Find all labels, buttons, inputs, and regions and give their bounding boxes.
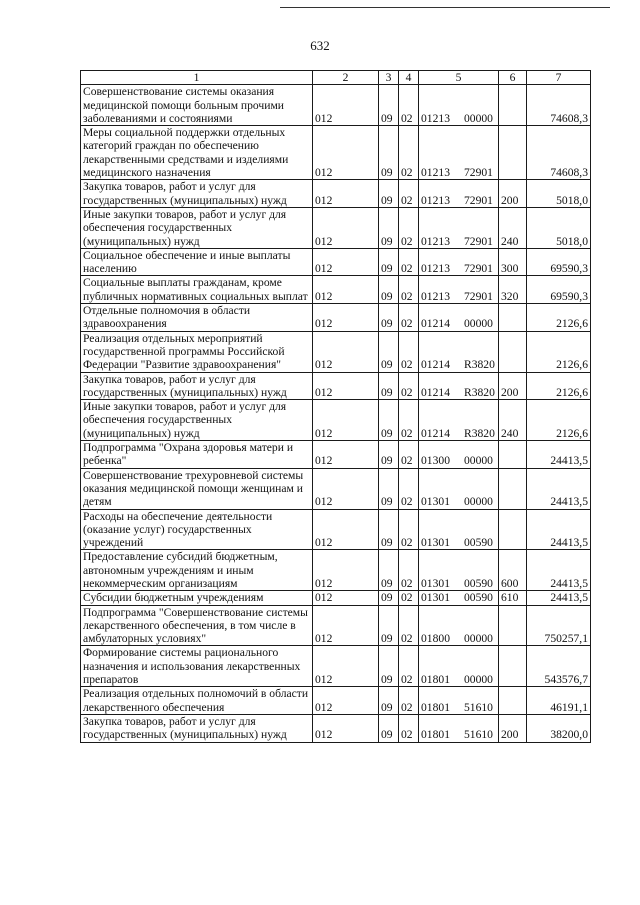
header-cell: 1 [81, 71, 313, 85]
target-direction-code: 00590 [463, 576, 493, 590]
section-code-cell: 09 [379, 248, 399, 276]
section-code-cell: 09 [379, 372, 399, 400]
budget-table [80, 70, 591, 743]
amount-cell: 69590,3 [527, 276, 591, 304]
expense-name-cell: Расходы на обеспечение деятельности (оказание услуг) государственных учреждений [81, 509, 313, 550]
amount-cell: 24413,5 [527, 441, 591, 469]
section-code-cell: 09 [379, 714, 399, 742]
expense-name-cell: Реализация отдельных мероприятий государственной программы Российской Федерации "Развитие здравоохранения" [81, 331, 313, 372]
header-cell: 3 [379, 71, 399, 85]
expense-type-cell [499, 126, 527, 180]
target-program-code: 01801 [421, 700, 450, 714]
subsection-code-cell: 02 [399, 331, 419, 372]
subsection-code-cell: 02 [399, 591, 419, 605]
amount-cell: 24413,5 [527, 591, 591, 605]
amount-cell: 38200,0 [527, 714, 591, 742]
target-article-cell [419, 646, 499, 687]
expense-name-cell: Субсидии бюджетным учреждениям [81, 591, 313, 605]
grbs-code-cell: 012 [313, 207, 379, 248]
section-code-cell: 09 [379, 126, 399, 180]
target-program-code: 01213 [421, 166, 450, 180]
target-program-code: 01800 [421, 632, 450, 646]
section-code-cell: 09 [379, 605, 399, 646]
table-row [81, 441, 591, 469]
expense-name-cell: Отдельные полномочия в области здравоохранения [81, 304, 313, 332]
expense-name-cell: Формирование системы рационального назначения и использования лекарственных препаратов [81, 646, 313, 687]
amount-cell: 750257,1 [527, 605, 591, 646]
expense-type-cell [499, 605, 527, 646]
target-program-code: 01214 [421, 358, 450, 372]
section-code-cell: 09 [379, 468, 399, 509]
grbs-code-cell: 012 [313, 276, 379, 304]
target-article-cell [419, 605, 499, 646]
table-row [81, 714, 591, 742]
target-program-code: 01301 [421, 495, 450, 509]
target-direction-code: 00000 [463, 454, 493, 468]
grbs-code-cell: 012 [313, 126, 379, 180]
target-program-code: 01801 [421, 673, 450, 687]
subsection-code-cell: 02 [399, 85, 419, 126]
target-program-code: 01213 [421, 262, 450, 276]
table-row [81, 180, 591, 208]
target-program-code: 01301 [421, 536, 450, 550]
target-article-cell [419, 400, 499, 441]
amount-cell: 24413,5 [527, 468, 591, 509]
target-article-cell [419, 126, 499, 180]
subsection-code-cell: 02 [399, 126, 419, 180]
expense-name-cell: Иные закупки товаров, работ и услуг для обеспечения государственных (муниципальных) нужд [81, 207, 313, 248]
expense-type-cell [499, 646, 527, 687]
target-program-code: 01213 [421, 193, 450, 207]
target-program-code: 01300 [421, 454, 450, 468]
subsection-code-cell: 02 [399, 468, 419, 509]
subsection-code-cell: 02 [399, 248, 419, 276]
subsection-code-cell: 02 [399, 605, 419, 646]
amount-cell: 5018,0 [527, 180, 591, 208]
header-cell: 5 [419, 71, 499, 85]
target-program-code: 01301 [421, 576, 450, 590]
header-cell: 2 [313, 71, 379, 85]
table-row [81, 304, 591, 332]
grbs-code-cell: 012 [313, 591, 379, 605]
subsection-code-cell: 02 [399, 687, 419, 715]
amount-cell: 24413,5 [527, 550, 591, 591]
target-direction-code: 00000 [463, 632, 493, 646]
expense-type-cell [499, 85, 527, 126]
expense-type-cell: 300 [499, 248, 527, 276]
section-code-cell: 09 [379, 331, 399, 372]
target-article-cell [419, 372, 499, 400]
subsection-code-cell: 02 [399, 372, 419, 400]
amount-cell: 74608,3 [527, 85, 591, 126]
grbs-code-cell: 012 [313, 304, 379, 332]
target-program-code: 01214 [421, 426, 450, 440]
expense-type-cell: 200 [499, 372, 527, 400]
grbs-code-cell: 012 [313, 605, 379, 646]
section-code-cell: 09 [379, 646, 399, 687]
target-article-cell [419, 441, 499, 469]
target-direction-code: 00000 [463, 673, 493, 687]
section-code-cell: 09 [379, 276, 399, 304]
expense-type-cell [499, 441, 527, 469]
header-row [81, 71, 591, 85]
grbs-code-cell: 012 [313, 550, 379, 591]
table-row [81, 248, 591, 276]
target-direction-code: 72901 [463, 289, 493, 303]
grbs-code-cell: 012 [313, 400, 379, 441]
target-direction-code: R3820 [463, 385, 495, 399]
expense-type-cell: 320 [499, 276, 527, 304]
expense-type-cell: 240 [499, 400, 527, 441]
target-article-cell [419, 304, 499, 332]
grbs-code-cell: 012 [313, 687, 379, 715]
target-direction-code: 51610 [463, 700, 493, 714]
target-article-cell [419, 687, 499, 715]
target-direction-code: 72901 [463, 234, 493, 248]
table-row [81, 207, 591, 248]
expense-name-cell: Социальное обеспечение и иные выплаты населению [81, 248, 313, 276]
table-row [81, 468, 591, 509]
expense-name-cell: Закупка товаров, работ и услуг для государственных (муниципальных) нужд [81, 180, 313, 208]
grbs-code-cell: 012 [313, 85, 379, 126]
section-code-cell: 09 [379, 509, 399, 550]
expense-name-cell: Совершенствование системы оказания медицинской помощи больным прочими заболеваниями и состояниями [81, 85, 313, 126]
amount-cell: 46191,1 [527, 687, 591, 715]
amount-cell: 2126,6 [527, 372, 591, 400]
table-row [81, 509, 591, 550]
target-program-code: 01213 [421, 111, 450, 125]
expense-type-cell: 240 [499, 207, 527, 248]
amount-cell: 5018,0 [527, 207, 591, 248]
target-article-cell [419, 550, 499, 591]
target-article-cell [419, 207, 499, 248]
target-article-cell [419, 248, 499, 276]
grbs-code-cell: 012 [313, 331, 379, 372]
target-article-cell [419, 591, 499, 605]
section-code-cell: 09 [379, 304, 399, 332]
target-direction-code: 72901 [463, 262, 493, 276]
target-direction-code: 72901 [463, 166, 493, 180]
subsection-code-cell: 02 [399, 441, 419, 469]
amount-cell: 24413,5 [527, 509, 591, 550]
target-article-cell [419, 85, 499, 126]
section-code-cell: 09 [379, 550, 399, 591]
target-direction-code: 00000 [463, 111, 493, 125]
grbs-code-cell: 012 [313, 646, 379, 687]
subsection-code-cell: 02 [399, 646, 419, 687]
amount-cell: 74608,3 [527, 126, 591, 180]
header-cell: 6 [499, 71, 527, 85]
table-row [81, 126, 591, 180]
expense-type-cell: 200 [499, 714, 527, 742]
expense-name-cell: Иные закупки товаров, работ и услуг для обеспечения государственных (муниципальных) нужд [81, 400, 313, 441]
expense-name-cell: Подпрограмма "Охрана здоровья матери и ребенка" [81, 441, 313, 469]
grbs-code-cell: 012 [313, 372, 379, 400]
target-direction-code: 51610 [463, 728, 493, 742]
subsection-code-cell: 02 [399, 304, 419, 332]
target-program-code: 01213 [421, 289, 450, 303]
target-article-cell [419, 331, 499, 372]
grbs-code-cell: 012 [313, 468, 379, 509]
target-program-code: 01214 [421, 317, 450, 331]
expense-type-cell: 600 [499, 550, 527, 591]
subsection-code-cell: 02 [399, 180, 419, 208]
section-code-cell: 09 [379, 180, 399, 208]
grbs-code-cell: 012 [313, 509, 379, 550]
table-row [81, 400, 591, 441]
subsection-code-cell: 02 [399, 276, 419, 304]
expense-name-cell: Предоставление субсидий бюджетным, автономным учреждениям и иным некоммерческим организациям [81, 550, 313, 591]
target-article-cell [419, 714, 499, 742]
header-cell: 4 [399, 71, 419, 85]
target-article-cell [419, 468, 499, 509]
expense-name-cell: Реализация отдельных полномочий в области лекарственного обеспечения [81, 687, 313, 715]
table-row [81, 605, 591, 646]
target-direction-code: 00000 [463, 317, 493, 331]
target-article-cell [419, 509, 499, 550]
expense-type-cell: 200 [499, 180, 527, 208]
target-program-code: 01214 [421, 385, 450, 399]
amount-cell: 2126,6 [527, 304, 591, 332]
grbs-code-cell: 012 [313, 180, 379, 208]
expense-type-cell [499, 509, 527, 550]
table-row [81, 276, 591, 304]
page-number: 632 [310, 38, 330, 53]
table-row [81, 85, 591, 126]
section-code-cell: 09 [379, 441, 399, 469]
expense-type-cell [499, 468, 527, 509]
target-direction-code: 00000 [463, 495, 493, 509]
target-program-code: 01213 [421, 234, 450, 248]
target-program-code: 01301 [421, 591, 450, 605]
expense-name-cell: Закупка товаров, работ и услуг для государственных (муниципальных) нужд [81, 714, 313, 742]
section-code-cell: 09 [379, 400, 399, 441]
target-direction-code: 00590 [463, 536, 493, 550]
target-direction-code: 00590 [463, 591, 493, 605]
expense-name-cell: Закупка товаров, работ и услуг для государственных (муниципальных) нужд [81, 372, 313, 400]
expense-type-cell: 610 [499, 591, 527, 605]
target-article-cell [419, 180, 499, 208]
expense-name-cell: Меры социальной поддержки отдельных категорий граждан по обеспечению лекарственными средствами и изделиями медицинского назначения [81, 126, 313, 180]
expense-name-cell: Совершенствование трехуровневой системы оказания медицинской помощи женщинам и детям [81, 468, 313, 509]
subsection-code-cell: 02 [399, 207, 419, 248]
section-code-cell: 09 [379, 591, 399, 605]
grbs-code-cell: 012 [313, 441, 379, 469]
grbs-code-cell: 012 [313, 714, 379, 742]
amount-cell: 69590,3 [527, 248, 591, 276]
subsection-code-cell: 02 [399, 509, 419, 550]
top-rule [280, 7, 610, 8]
expense-type-cell [499, 331, 527, 372]
expense-name-cell: Социальные выплаты гражданам, кроме публичных нормативных социальных выплат [81, 276, 313, 304]
table-row [81, 372, 591, 400]
table-body [81, 85, 591, 742]
table-row [81, 550, 591, 591]
target-direction-code: R3820 [463, 358, 495, 372]
expense-name-cell: Подпрограмма "Совершенствование системы лекарственного обеспечения, в том числе в амбулаторных условиях" [81, 605, 313, 646]
subsection-code-cell: 02 [399, 400, 419, 441]
table-row [81, 331, 591, 372]
target-direction-code: R3820 [463, 426, 495, 440]
section-code-cell: 09 [379, 687, 399, 715]
table-row [81, 646, 591, 687]
section-code-cell: 09 [379, 207, 399, 248]
amount-cell: 2126,6 [527, 400, 591, 441]
subsection-code-cell: 02 [399, 550, 419, 591]
table-row [81, 687, 591, 715]
grbs-code-cell: 012 [313, 248, 379, 276]
target-direction-code: 72901 [463, 193, 493, 207]
expense-type-cell [499, 304, 527, 332]
section-code-cell: 09 [379, 85, 399, 126]
amount-cell: 2126,6 [527, 331, 591, 372]
expense-type-cell [499, 687, 527, 715]
header-cell: 7 [527, 71, 591, 85]
target-program-code: 01801 [421, 728, 450, 742]
subsection-code-cell: 02 [399, 714, 419, 742]
amount-cell: 543576,7 [527, 646, 591, 687]
table-row [81, 591, 591, 605]
target-article-cell [419, 276, 499, 304]
